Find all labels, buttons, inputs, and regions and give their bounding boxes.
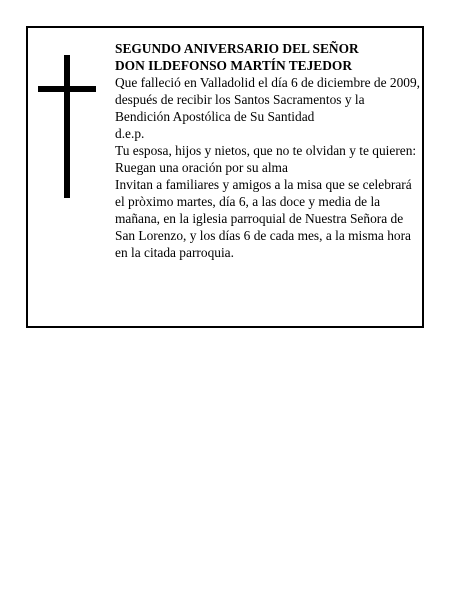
- cross-horizontal-bar: [38, 86, 96, 92]
- notice-text: [115, 40, 421, 261]
- rip-abbreviation: d.e.p.: [115, 126, 145, 141]
- death-details-paragraph: Que falleció en Valladolid el día 6 de diciembre de 2009, después de recibir los Santos Sacramentos y la Bendición Apostólica de Su Santidad: [115, 75, 421, 124]
- latin-cross-icon: [38, 55, 96, 198]
- obituary-notice: [26, 26, 424, 328]
- prayer-request: Ruegan una oración por su alma: [115, 160, 288, 175]
- heading-line-1: SEGUNDO ANIVERSARIO DEL SEÑOR: [115, 41, 359, 56]
- heading-line-2: DON ILDEFONSO MARTÍN TEJEDOR: [115, 58, 352, 73]
- mass-invitation-paragraph: Invitan a familiares y amigos a la misa que se celebrará el pròximo martes, día 6, a las doce y media de la mañana, en la iglesia parroquial de Nuestra Señora de San Lorenzo, y los días 6 de cada mes, a la misma hora en la citada parroquia.: [115, 177, 412, 260]
- cross-vertical-bar: [64, 55, 70, 198]
- family-paragraph: Tu esposa, hijos y nietos, que no te olvidan y te quieren:: [115, 143, 417, 158]
